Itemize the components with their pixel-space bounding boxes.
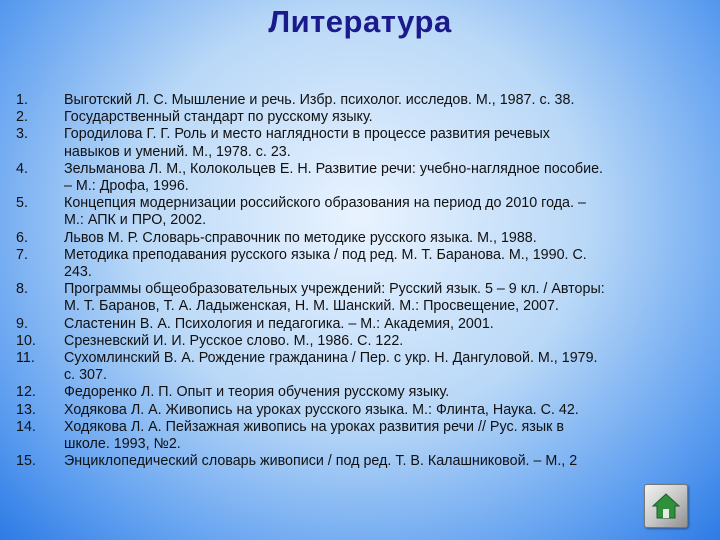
item-text: Срезневский И. И. Русское слово. М., 1986. С. 122.: [64, 332, 404, 349]
item-text: Энциклопедический словарь живописи / под ред. Т. В. Калашниковой. – М., 2: [64, 453, 578, 470]
list-item: [16, 92, 706, 109]
item-text: Государственный стандарт по русскому языку.: [64, 109, 373, 126]
list-item: [16, 281, 706, 315]
item-text: Программы общеобразовательных учреждений: Русский язык. 5 – 9 кл. / Авторы: М. Т. Баранов, Т. А. Ладыженская, Н. М. Шанский. М.: Просвещение, 2007.: [64, 281, 605, 315]
item-number: 11.: [16, 350, 35, 367]
item-text: Городилова Г. Г. Роль и место наглядности в процессе развития речевых навыков и умений. М., 1978. с. 23.: [64, 126, 550, 160]
item-number: 8.: [16, 281, 28, 298]
item-text: Выготский Л. С. Мышление и речь. Избр. психолог. исследов. М., 1987. с. 38.: [64, 92, 575, 108]
list-item: [16, 247, 706, 281]
item-number: 14.: [16, 418, 36, 435]
item-number: 10.: [16, 332, 36, 349]
item-number: 3.: [16, 126, 28, 143]
list-item: [16, 109, 706, 126]
item-number: 1.: [16, 92, 28, 108]
item-text: Концепция модернизации российского образования на период до 2010 года. – М.: АПК и ПРО, 2002.: [64, 195, 586, 229]
list-item: [16, 384, 706, 401]
item-number: 15.: [16, 453, 36, 470]
home-icon: [651, 491, 681, 521]
item-number: 4.: [16, 160, 28, 177]
list-item: [16, 333, 706, 350]
list-item: [16, 316, 706, 333]
item-number: 2.: [16, 109, 28, 126]
list-item: [16, 419, 706, 453]
list-item: [16, 126, 706, 160]
item-text: Федоренко Л. П. Опыт и теория обучения русскому языку.: [64, 384, 450, 401]
item-number: 9.: [16, 315, 28, 332]
item-text: Ходякова Л. А. Живопись на уроках русского языка. М.: Флинта, Наука. С. 42.: [64, 401, 579, 418]
item-text: Сухомлинский В. А. Рождение гражданина / Пер. с укр. Н. Дангуловой. М., 1979. с. 307.: [64, 350, 598, 384]
item-number: 12.: [16, 384, 36, 401]
page-title: Литература: [268, 4, 452, 39]
item-text: Методика преподавания русского языка / под ред. М. Т. Баранова. М., 1990. С. 243.: [64, 246, 587, 281]
item-number: 5.: [16, 195, 28, 212]
item-text: Зельманова Л. М., Колокольцев Е. Н. Развитие речи: учебно-наглядное пособие. – М.: Дрофа, 1996.: [64, 160, 604, 195]
list-item: [16, 195, 706, 229]
list-item: [16, 402, 706, 419]
item-number: 13.: [16, 401, 36, 418]
item-number: 7.: [16, 246, 28, 263]
home-button[interactable]: [644, 484, 688, 528]
item-text: Львов М. Р. Словарь-справочник по методике русского языка. М., 1988.: [64, 229, 537, 246]
list-item: [16, 453, 706, 470]
item-text: Сластенин В. А. Психология и педагогика. – М.: Академия, 2001.: [64, 315, 494, 332]
reference-list: [16, 92, 706, 470]
list-item: [16, 350, 706, 384]
list-item: [16, 230, 706, 247]
list-item: [16, 161, 706, 195]
item-number: 6.: [16, 229, 28, 246]
item-text: Ходякова Л. А. Пейзажная живопись на уроках развития речи // Рус. язык в школе. 1993, №2.: [64, 418, 564, 453]
